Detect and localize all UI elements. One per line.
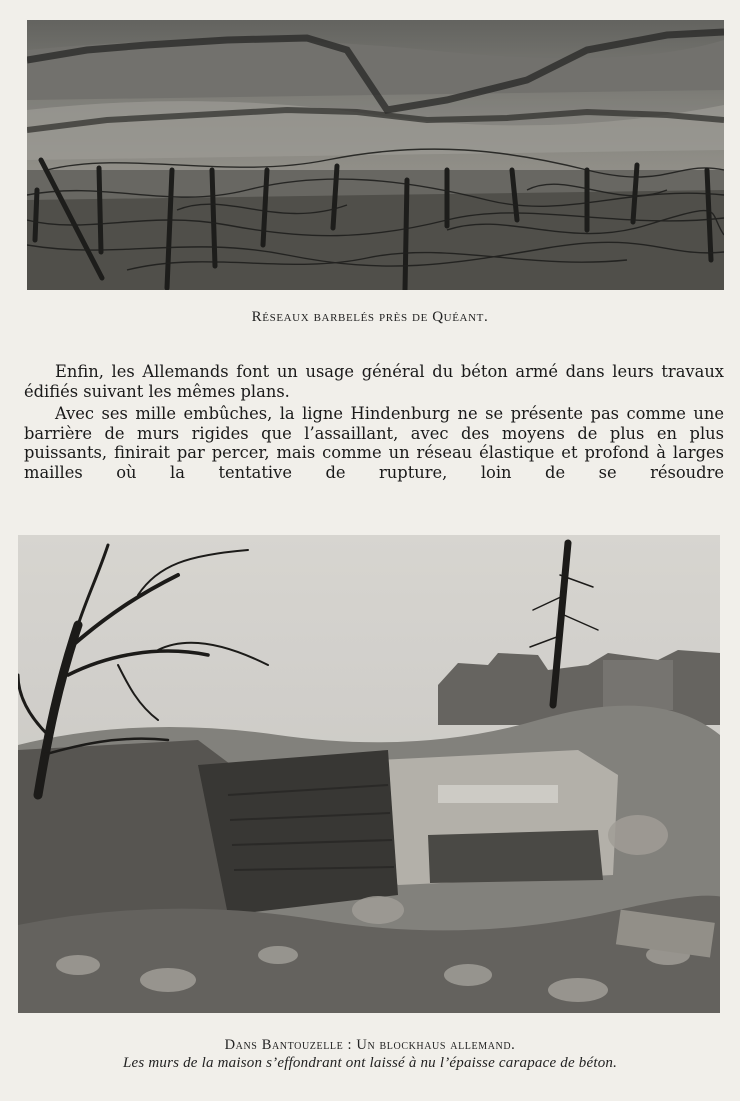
- bottom-photo-caption-subtitle: Les murs de la maison s’effondrant ont laissé à nu l’épaisse carapace de béton.: [122, 1055, 618, 1071]
- bottom-photo-caption-title-text: Dans Bantouzelle : Un blockhaus allemand.: [224, 1037, 516, 1053]
- paragraph-1: Enfin, les Allemands font un usage général du béton armé dans leurs travaux édifiés suivant les mêmes plans.: [24, 362, 724, 401]
- paragraph-2: Avec ses mille embûches, la ligne Hindenburg ne se présente pas comme une barrière de murs rigides que l’assaillant, avec des moyens de plus en plus puissants, finirait par percer, mais comme un réseau élastique et profond à larges mailles où la tentative de rupture, loin de se résoudre: [24, 404, 724, 482]
- barbed-wire-photo-image: [27, 20, 724, 290]
- top-photo-caption-text: Réseaux barbelés près de Quéant.: [251, 309, 489, 325]
- top-photo-caption: [0, 309, 740, 326]
- barbed-wire-photo: [27, 20, 724, 290]
- blockhouse-photo-image: [18, 535, 720, 1013]
- bottom-photo-caption-title: [0, 1037, 740, 1054]
- blockhouse-photo: [18, 535, 720, 1013]
- body-text: [24, 362, 724, 485]
